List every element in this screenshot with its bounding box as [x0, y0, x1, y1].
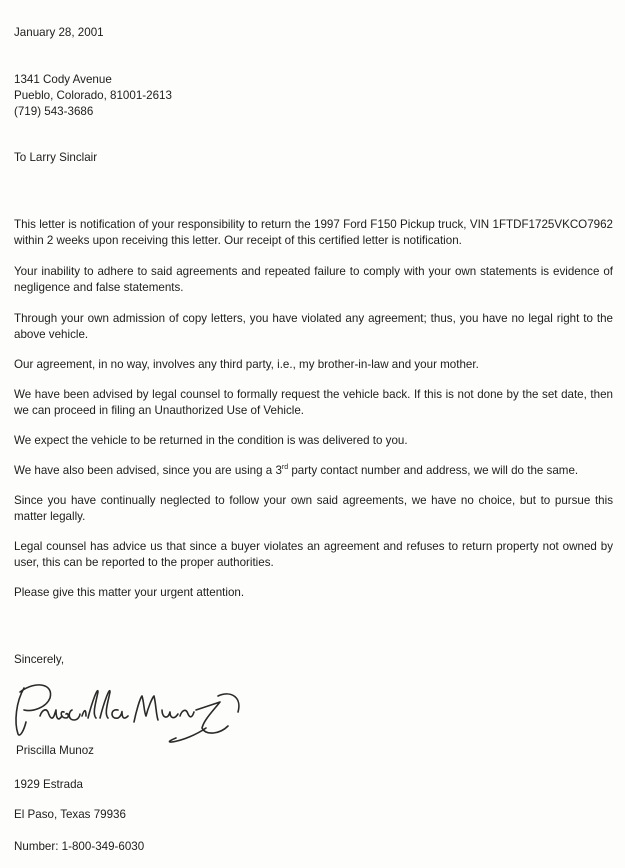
sender-city-state-zip: Pueblo, Colorado, 81001-2613: [14, 89, 172, 102]
handwritten-signature: [6, 672, 256, 752]
signer-phone: Number: 1-800-349-6030: [14, 840, 145, 853]
sender-phone: (719) 543-3686: [14, 105, 94, 118]
paragraph-expect-return: We expect the vehicle to be returned in the condition is was delivered to you.: [14, 434, 408, 447]
paragraph-urgent: Please give this matter your urgent attention.: [14, 586, 245, 599]
paragraph-admission: Through your own admission of copy letters, you have violated any agreement; thus, you have no legal right to the above vehicle.: [14, 312, 613, 341]
paragraph-neglected: Since you have continually neglected to follow your own said agreements, we have no choice, but to pursue this matter legally.: [14, 494, 613, 523]
paragraph-third-party: [14, 463, 613, 479]
paragraph-inability: Your inability to adhere to said agreements and repeated failure to comply with your own statements is evidence of negligence and false statements.: [14, 265, 613, 294]
sender-street: 1341 Cody Avenue: [14, 73, 112, 86]
closing: Sincerely,: [14, 653, 65, 666]
paragraph-notification: This letter is notification of your responsibility to return the 1997 Ford F150 Pickup truck, VIN 1FTDF1725VKCO7962 within 2 weeks upon receiving this letter. Our receipt of this certified letter is notification.: [14, 218, 613, 247]
letter-date: January 28, 2001: [14, 26, 104, 39]
third-party-text-before: We have also been advised, since you are using a 3: [14, 464, 282, 477]
salutation: To Larry Sinclair: [14, 151, 98, 164]
signer-street: 1929 Estrada: [14, 778, 83, 791]
paragraph-agreement: Our agreement, in no way, involves any third party, i.e., my brother-in-law and your mother.: [14, 358, 479, 371]
third-party-text-after: party contact number and address, we will do the same.: [288, 464, 579, 477]
paragraph-legal-counsel: We have been advised by legal counsel to formally request the vehicle back. If this is not done by the set date, then we can proceed in filing an Unauthorized Use of Vehicle.: [14, 388, 613, 417]
third-party-superscript: rd: [281, 464, 289, 472]
sender-address: [14, 72, 172, 120]
letter-body: [14, 217, 613, 615]
paragraph-authorities: Legal counsel has advice us that since a buyer violates an agreement and refuses to return property not owned by user, this can be reported to the proper authorities.: [14, 540, 613, 569]
signer-name: Priscilla Munoz: [16, 744, 94, 757]
signer-city-state-zip: El Paso, Texas 79936: [14, 808, 126, 821]
